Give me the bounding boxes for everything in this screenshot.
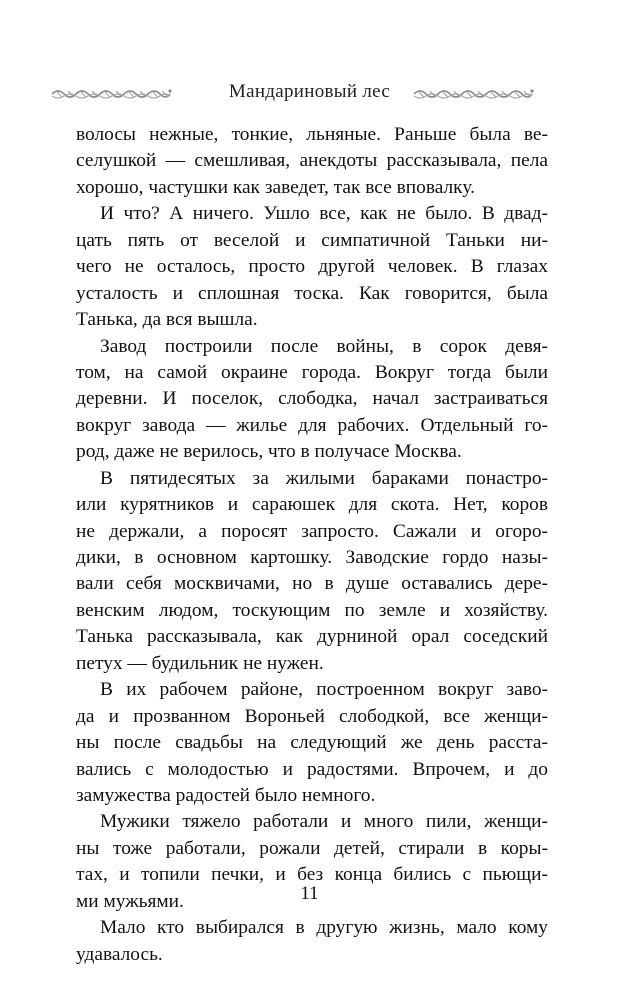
paragraph: [76, 334, 548, 466]
text-line: Мало кто выбирался в другую жизнь, мало кому: [100, 917, 548, 939]
text-line: В их рабочем районе, построенном вокруг заво-: [100, 679, 548, 701]
running-header: [0, 78, 619, 110]
text-line: петух — будильник не нужен.: [76, 652, 324, 674]
text-line: венским людом, тоскующим по земле и хозяйству.: [76, 599, 548, 621]
text-line: чего не осталось, просто другой человек. В глазах: [76, 256, 548, 278]
text-line: усталость и сплошная тоска. Как говорится, была: [76, 282, 548, 304]
text-line: удавалось.: [76, 943, 163, 965]
text-line: ми мужьями.: [76, 890, 184, 912]
text-line: ны тоже работали, рожали детей, стирали в коры-: [76, 837, 548, 859]
page-number: 11: [300, 883, 319, 904]
text-line: вали себя москвичами, но в душе оставались дере-: [76, 573, 548, 595]
paragraph: [76, 466, 548, 678]
text-line: Танька рассказывала, как дурниной орал соседский: [76, 626, 548, 648]
text-line: цать пять от веселой и симпатичной Таньки ни-: [76, 229, 548, 251]
text-line: Завод построили после войны, в сорок девя-: [100, 335, 548, 357]
paragraph: [76, 122, 548, 201]
text-line: В пятидесятых за жилыми бараками понастро-: [100, 467, 548, 489]
page-body: [76, 122, 548, 968]
running-title: Мандариновый лес: [228, 81, 391, 102]
text-line: деревни. И поселок, слободка, начал застраиваться: [76, 388, 548, 410]
text-line: дики, в основном картошку. Заводские гордо назы-: [76, 547, 548, 568]
text-line: вались с молодостью и радостями. Впрочем, и до: [76, 758, 548, 780]
paragraph: [76, 201, 548, 333]
paragraph: [76, 677, 548, 809]
text-line: или курятников и сараюшек для скота. Нет, коров: [76, 494, 548, 516]
text-line: вокруг завода — жилье для рабочих. Отдельный го-: [76, 414, 548, 436]
text-line: не держали, а поросят запросто. Сажали и огоро-: [76, 520, 548, 542]
text-line: хорошо, частушки как заведет, так все вповалку.: [76, 176, 475, 198]
text-line: волосы нежные, тонкие, льняные. Раньше была ве-: [76, 124, 548, 145]
text-line: И что? А ничего. Ушло все, как не было. В двад-: [100, 203, 548, 225]
right-ornament-icon: [412, 86, 534, 102]
text-line: селушкой — смешливая, анекдоты рассказывала, пела: [76, 150, 548, 172]
text-line: тах, и топили печки, и без конца бились с пьющи-: [76, 864, 548, 886]
text-line: Танька, да вся вышла.: [76, 309, 258, 331]
text-line: замужества радостей было немного.: [76, 784, 376, 806]
paragraph: [76, 915, 548, 968]
text-line: ны после свадьбы на следующий же день расста-: [76, 732, 548, 754]
text-line: том, на самой окраине города. Вокруг тогда были: [76, 361, 548, 383]
text-line: Мужики тяжело работали и много пили, женщи-: [100, 811, 548, 833]
text-line: да и прозванном Вороньей слободкой, все женщи-: [76, 705, 548, 727]
text-line: род, даже не верилось, что в получасе Москва.: [76, 441, 462, 463]
